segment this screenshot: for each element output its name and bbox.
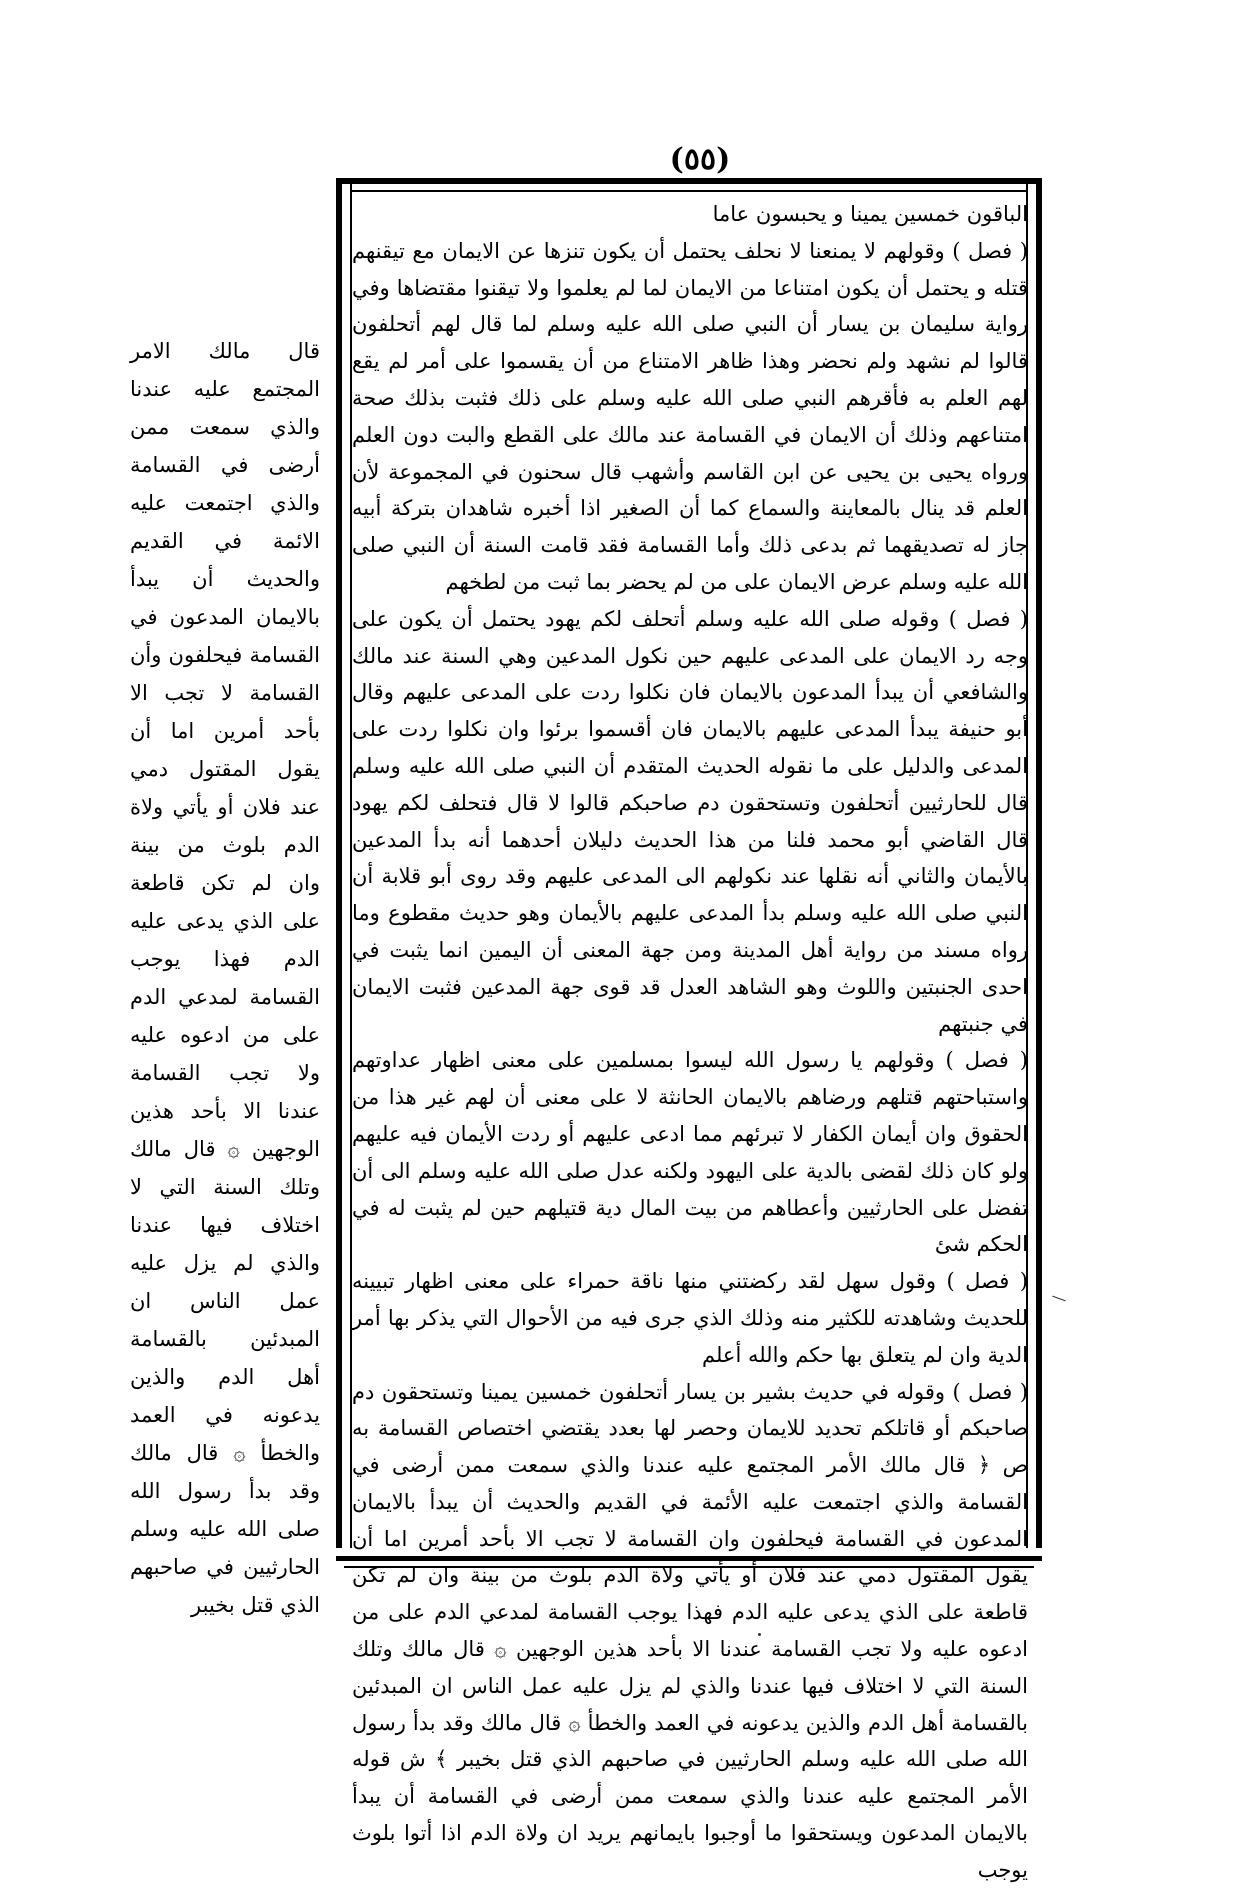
main-paragraph-5: ( فصل ) وقول سهل لقد ركضتني منها ناقة حمراء على معنى اظهار تبيينه للحديث وشاهدته للكثير منه وذلك الذي جرى فيه من الأحوال التي يذكر بها أمر الدية وان لم يتعلق بها حكم والله أعلم [352,1269,1028,1367]
stray-dot-mark [758,1633,761,1636]
margin-text-column [130,332,320,1617]
main-paragraph-1: الباقون خمسين يمينا و يحبسون عاما [712,202,1028,226]
page-number: (٥٥) [669,142,731,177]
main-paragraph-3: ( فصل ) وقوله صلى الله عليه وسلم أتحلف لكم يهود يحتمل أن يكون على وجه رد الايمان على المدعى عليهم حين نكول المدعين وهي السنة عند مالك والشافعي أن يبدأ المدعون بالايمان فان نكلوا ردت على المدعى عليهم وقال أبو حنيفة يبدأ المدعى عليهم بالايمان فان أقسموا برئوا وان نكلوا ردت على المدعى والدليل على ما نقوله الحديث المتقدم أن النبي صلى الله عليه وسلم قال للحارثيين أتحلفون وتستحقون دم صاحبكم قالوا لا قال فتحلف لكم يهود قال القاضي أبو محمد فلنا من هذا الحديث دليلان أحدهما أنه بدأ المدعين بالأيمان والثاني أنه نقلها عند نكولهم الى المدعى عليهم وقد روى أبو قلابة أن النبي صلى الله عليه وسلم بدأ المدعى عليهم بالأيمان وهو حديث مقطوع وما رواه مسند من رواية أهل المدينة ومن جهة المعنى أن اليمين انما يثبت في احدى الجنبتين واللوث وهو الشاهد العدل قد قوى جهة المدعين فثبت الايمان في جنبتهم [352,606,1028,1036]
main-paragraph-4: ( فصل ) وقولهم يا رسول الله ليسوا بمسلمين على معنى اظهار عداوتهم واستباحتهم قتلهم ورضاهم بالايمان الحانثة لا على معنى أن لهم غير هذا من الحقوق وان أيمان الكفار لا تبرئهم مما ادعى عليهم أو ردت الأيمان فيه عليهم ولو كان ذلك لقضى بالدية على اليهود ولكنه عدل صلى الله عليه وسلم الى أن تفضل على الحارثيين وأعطاهم من بيت المال دية قتيلهم حين لم يثبت له في الحكم شئ [352,1048,1028,1257]
main-paragraph-2: ( فصل ) وقولهم لا يمنعنا لا نحلف يحتمل أن يكون تنزها عن الايمان مع تيقنهم قتله و يحتمل أن يكون امتناعا من الايمان لما لم يعلموا ولا تيقنوا مقتضاها وفي رواية سليمان بن يسار أن النبي صلى الله عليه وسلم لما قال لهم أتحلفون قالوا لم نشهد ولم نحضر وهذا ظاهر الامتناع من أن يقسموا على أمر لم يقع لهم العلم به فأقرهم النبي صلى الله عليه وسلم على ذلك فثبت بذلك صحة امتناعهم وذلك أن الايمان في القسامة عند مالك على القطع والبت دون العلم ورواه يحيى بن يحيى عن ابن القاسم وأشهب قال سحنون في المجموعة لأن العلم قد ينال بالمعاينة والسماع كما أن الصغير اذا أخبره شاهدان بتركة أبيه جاز له تصديقهما ثم بدعى ذلك وأما القسامة فقد قامت السنة أن النبي صلى الله عليه وسلم عرض الايمان على من لم يحضر بما ثبت من لطخهم [352,238,1028,594]
frame-inner-rule-top [350,190,1028,192]
margin-tick-mark [1052,1296,1065,1302]
main-paragraph-6: ( فصل ) وقوله في حديث بشير بن يسار أتحلفون خمسين يمينا وتستحقون دم صاحبكم أو قاتلكم تحديد للايمان وحصر لها بعدد يقتضي اختصاص القسامة به ص ﴿ قال مالك الأمر المجتمع عليه عندنا والذي سمعت ممن أرضى في القسامة والذي اجتمعت عليه الأئمة في القديم والحديث أن يبدأ بالايمان المدعون في القسامة فيحلفون وان القسامة لا تجب الا بأحد أمرين اما أن يقول المقتول دمي عند فلان أو يأتي ولاة الدم بلوث من بينة وان لم تكن قاطعة على الذي يدعى عليه الدم فهذا يوجب القسامة لمدعي الدم على من ادعوه عليه ولا تجب القسامة عندنا الا بأحد هذين الوجهين ۞ قال مالك وتلك السنة التي لا اختلاف فيها عندنا والذي لم يزل عليه عمل الناس ان المبدئين بالقسامة أهل الدم والذين يدعونه في العمد والخطأ ۞ قال مالك وقد بدأ رسول الله صلى الله عليه وسلم الحارثيين في صاحبهم الذي قتل بخيبر ﴾ ش قوله الأمر المجتمع عليه عندنا والذي سمعت ممن أرضى في القسامة أن يبدأ بالايمان المدعون ويستحقوا ما أوجبوا بايمانهم يريد ان ولاة الدم اذا أتوا بلوث يوجب [352,1379,1028,1882]
margin-paragraph: قال مالك الامر المجتمع عليه عندنا والذي سمعت ممن أرضى في القسامة والذي اجتمعت عليه الائمة في القديم والحديث أن يبدأ بالايمان المدعون في القسامة فيحلفون وأن القسامة لا تجب الا بأحد أمرين اما أن يقول المقتول دمي عند فلان أو يأتي ولاة الدم بلوث من بينة وان لم تكن قاطعة على الذي يدعى عليه الدم فهذا يوجب القسامة لمدعي الدم على من ادعوه عليه ولا تجب القسامة عندنا الا بأحد هذين الوجهين ۞ قال مالك وتلك السنة التي لا اختلاف فيها عندنا والذي لم يزل عليه عمل الناس ان المبدئين بالقسامة أهل الدم والذين يدعونه في العمد والخطأ ۞ قال مالك وقد بدأ رسول الله صلى الله عليه وسلم الحارثيين في صاحبهم الذي قتل بخيبر [130,339,320,1617]
main-text-column [352,196,1028,1882]
